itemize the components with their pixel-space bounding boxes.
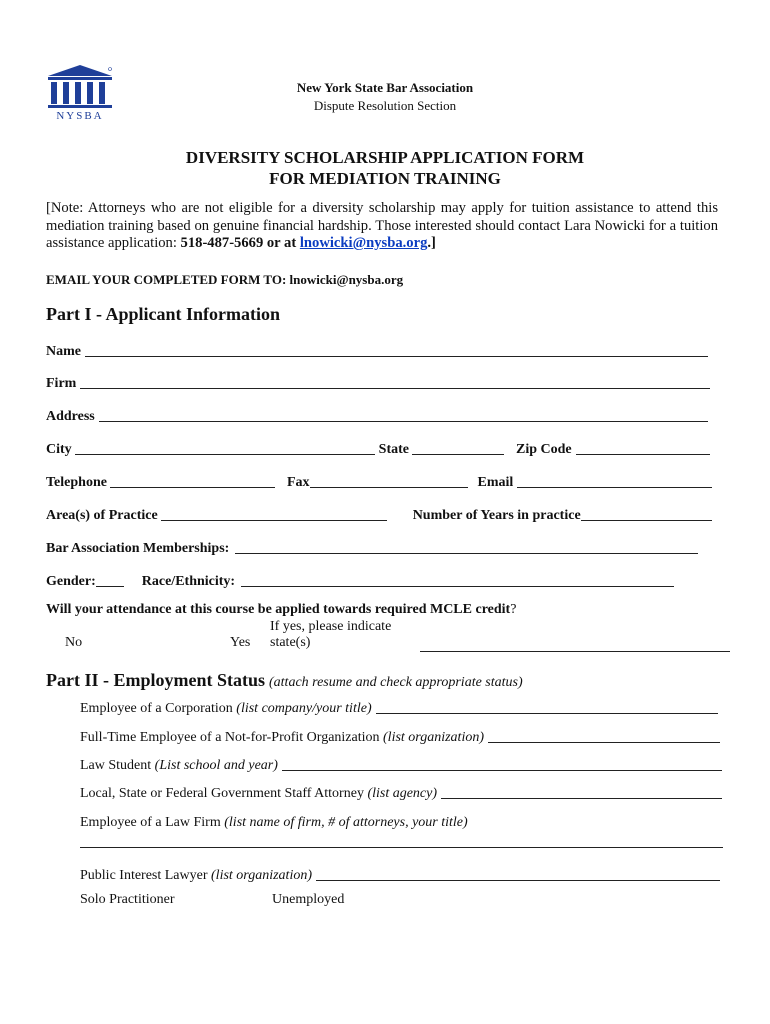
name-row (46, 340, 708, 360)
gender-row (46, 570, 674, 590)
name-label: Name (46, 344, 81, 359)
employment-field[interactable] (282, 769, 722, 771)
telephone-label: Telephone (46, 475, 107, 490)
employment-label: Employee of a Corporation (80, 701, 237, 716)
employment-hint: (list agency) (367, 786, 438, 801)
employment-field[interactable] (376, 712, 718, 714)
mcle-question-text: Will your attendance at this course be applied towards required MCLE credit (46, 602, 511, 617)
employment-label: Law Student (80, 758, 155, 773)
org-name: New York State Bar Association (296, 80, 474, 95)
address-label: Address (46, 409, 95, 424)
mcle-states-field[interactable] (420, 651, 730, 652)
no-option[interactable]: No (65, 635, 83, 650)
years-label: Number of Years in practice (412, 508, 581, 523)
phone-row (46, 471, 712, 491)
building-icon (44, 64, 116, 112)
address-field[interactable] (99, 420, 708, 422)
note-phone: 518-487-5669 or at (180, 235, 300, 251)
employment-label: Public Interest Lawyer (80, 868, 212, 883)
gender-field[interactable] (96, 585, 124, 587)
race-label: Race/Ethnicity: (141, 574, 236, 589)
part1-heading: Part I - Applicant Information (46, 304, 280, 324)
if-yes-line1: If yes, please indicate (270, 619, 392, 634)
yes-option[interactable]: Yes (230, 635, 251, 650)
mcle-question (46, 602, 516, 618)
employment-item-public-interest (80, 864, 720, 884)
employment-field[interactable] (488, 741, 720, 743)
mcle-qmark: ? (510, 602, 517, 617)
form-title-line2: FOR MEDIATION TRAINING (269, 169, 501, 188)
email-instruction: EMAIL YOUR COMPLETED FORM TO: lnowicki@nysba.org (46, 272, 404, 287)
employment-field[interactable] (316, 879, 720, 881)
memberships-field[interactable] (235, 552, 698, 554)
employment-item-corporation (80, 697, 718, 717)
employment-item-law-student (80, 754, 722, 774)
gender-label: Gender: (46, 574, 96, 589)
state-field[interactable] (412, 453, 504, 455)
employment-label: Local, State or Federal Government Staff Attorney (80, 786, 368, 801)
part2-heading-row (46, 670, 523, 691)
employment-item-government (80, 782, 722, 802)
state-label: State (378, 442, 409, 457)
employment-item-nonprofit (80, 726, 720, 746)
practice-row (46, 504, 712, 524)
solo-practitioner-option[interactable]: Solo Practitioner (80, 892, 175, 907)
nysba-logo (44, 64, 116, 124)
name-field[interactable] (85, 355, 708, 357)
city-field[interactable] (75, 453, 375, 455)
practice-label: Area(s) of Practice (46, 508, 158, 523)
telephone-field[interactable] (110, 486, 275, 488)
note-text: [Note: Attorneys who are not eligible for a diversity scholarship may apply for tuition assistance to attend this mediation training based on genuine financial hardship. Those interested should contact Lara Nowicki for a tuition assistance application: (46, 200, 718, 251)
part2-heading-note: (attach resume and check appropriate status) (269, 675, 523, 690)
law-firm-field[interactable] (80, 847, 723, 848)
email-label: Email (477, 475, 514, 490)
city-row (46, 438, 710, 458)
firm-row (46, 372, 710, 392)
note-paragraph (46, 200, 718, 253)
employment-hint: (list company/your title) (236, 701, 372, 716)
zip-label: Zip Code (516, 442, 572, 457)
employment-label: Full-Time Employee of a Not-for-Profit Organization (80, 730, 384, 745)
practice-field[interactable] (161, 519, 387, 521)
employment-hint: (List school and year) (154, 758, 278, 773)
note-close: .] (427, 235, 436, 251)
fax-label: Fax (286, 475, 310, 490)
memberships-label: Bar Association Memberships: (46, 541, 230, 556)
employment-field[interactable] (441, 797, 722, 799)
note-email-link[interactable]: lnowicki@nysba.org (299, 235, 428, 251)
employment-item-law-firm (80, 811, 722, 831)
section-name: Dispute Resolution Section (313, 98, 457, 113)
unemployed-option[interactable]: Unemployed (272, 892, 345, 907)
firm-label: Firm (46, 376, 77, 391)
city-label: City (46, 442, 72, 457)
email-field[interactable] (517, 486, 712, 488)
part2-heading: Part II - Employment Status (46, 670, 265, 690)
employment-hint: (list organization) (383, 730, 485, 745)
fax-field[interactable] (310, 486, 468, 488)
firm-field[interactable] (80, 387, 710, 389)
if-yes-line2: state(s) (270, 635, 311, 650)
years-field[interactable] (581, 519, 712, 521)
employment-hint: (list organization) (211, 868, 313, 883)
race-field[interactable] (241, 585, 674, 587)
employment-label: Employee of a Law Firm (80, 815, 225, 830)
logo-text: NYSBA (56, 110, 104, 122)
memberships-row (46, 537, 698, 557)
form-title-line1: DIVERSITY SCHOLARSHIP APPLICATION FORM (185, 148, 585, 167)
employment-hint: (list name of firm, # of attorneys, your title) (224, 815, 468, 830)
zip-field[interactable] (576, 453, 710, 455)
address-row (46, 405, 708, 425)
